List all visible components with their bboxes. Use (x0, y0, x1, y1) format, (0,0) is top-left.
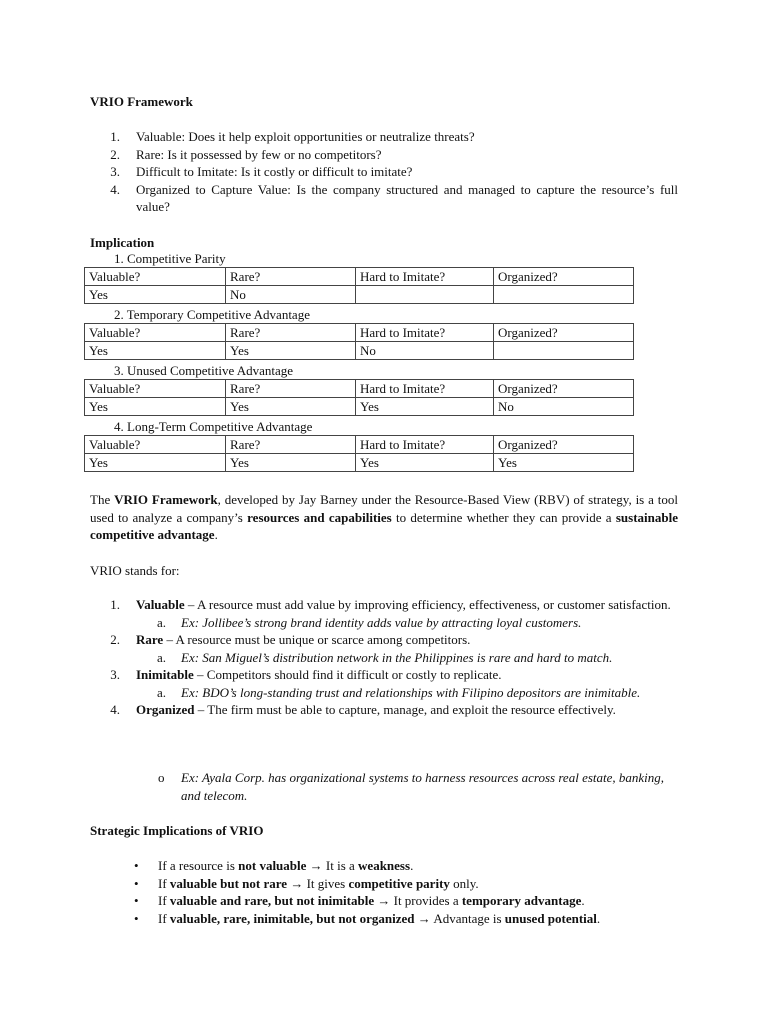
header-cell: Valuable? (85, 380, 226, 398)
strategic-item: • If valuable and rare, but not inimitable → It provides a temporary advantage. (134, 893, 585, 908)
document-title: VRIO Framework (90, 94, 193, 109)
term-desc: – A resource must add value by improving efficiency, effectiveness, or customer satisfaction. (184, 597, 671, 612)
term-example: a. Ex: BDO’s long-standing trust and relationships with Filipino depositors are inimitable. (156, 684, 641, 700)
bullet-icon: • (134, 910, 139, 926)
header-cell: Hard to Imitate? (356, 436, 494, 454)
questions-list (90, 128, 678, 216)
table-header-row (85, 268, 634, 286)
header-cell: Organized? (494, 380, 634, 398)
table-cell: No (356, 342, 494, 360)
circle-bullet-icon: o (158, 770, 165, 785)
arrow-icon: → (290, 875, 304, 891)
intro-paragraph: The VRIO Framework, developed by Jay Barney under the Resource-Based View (RBV) of strategy, is a tool used to analyze a company’s resources and capabilities to determine whether they can provide a sustainable competitive advantage. (90, 492, 678, 542)
bullet-icon: • (134, 893, 139, 908)
table-row (85, 342, 634, 360)
table-header-row (85, 436, 634, 454)
table-cell: Yes (226, 342, 356, 360)
header-cell: Rare? (226, 380, 356, 398)
header-cell: Rare? (226, 324, 356, 342)
table-cell (494, 342, 634, 360)
table-cell: Yes (356, 454, 494, 472)
question-item: 2. Rare: Is it possessed by few or no competitors? (110, 146, 382, 162)
question-item: 3. Difficult to Imitate: Is it costly or difficult to imitate? (110, 164, 413, 179)
strategic-list (90, 857, 678, 927)
header-cell: Organized? (494, 268, 634, 286)
stands-for-label: VRIO stands for: (90, 563, 180, 578)
table-row (85, 398, 634, 416)
term-item-rare: 2. Rare – A resource must be unique or scarce among competitors. a. Ex: San Miguel’s distribution network in the Philippines is rare and hard to match. (90, 631, 678, 666)
arrow-icon: → (417, 910, 431, 926)
term-example: a. Ex: Jollibee’s strong brand identity adds value by attracting loyal customers. (156, 614, 582, 630)
header-cell: Rare? (226, 268, 356, 286)
strategic-item: • If valuable but not rare → It gives competitive parity only. (134, 875, 479, 891)
strategic-title: Strategic Implications of VRIO (90, 823, 264, 838)
header-cell: Organized? (494, 436, 634, 454)
table-cell: Yes (356, 398, 494, 416)
strategic-item: • If valuable, rare, inimitable, but not organized → Advantage is unused potential. (134, 910, 601, 926)
case-label: 3. Unused Competitive Advantage (114, 363, 294, 378)
table-cell: Yes (494, 454, 634, 472)
bold-term: resources and capabilities (247, 509, 392, 525)
arrow-icon: → (377, 893, 391, 908)
term-name: Inimitable (136, 667, 194, 682)
header-cell: Valuable? (85, 268, 226, 286)
table-row (85, 286, 634, 304)
term-desc: – A resource must be unique or scarce among competitors. (163, 632, 471, 647)
table-header-row (85, 380, 634, 398)
bold-term: VRIO Framework (114, 492, 218, 507)
table-cell: Yes (226, 454, 356, 472)
term-item-inimitable: 3. Inimitable – Competitors should find it difficult or costly to replicate. a. Ex: BDO’s long-standing trust and relationships with Filipino depositors are inimitable. (90, 666, 678, 701)
table-cell (494, 286, 634, 304)
table-header-row (85, 324, 634, 342)
bullet-icon: • (134, 875, 139, 891)
case-label: 2. Temporary Competitive Advantage (114, 307, 310, 322)
table-cell: Yes (85, 286, 226, 304)
case-label: 1. Competitive Parity (114, 251, 226, 266)
table-cell: Yes (85, 454, 226, 472)
table-row (85, 454, 634, 472)
table-cell (356, 286, 494, 304)
bullet-icon: • (134, 858, 139, 873)
table-cell: No (494, 398, 634, 416)
implication-title: Implication (90, 235, 155, 250)
bold-term: sustainable competitive advantage (90, 509, 678, 542)
organized-example: o Ex: Ayala Corp. has organizational systems to harness resources across real estate, banking, and telecom. (158, 770, 665, 803)
header-cell: Rare? (226, 436, 356, 454)
term-name: Valuable (136, 597, 185, 612)
question-item: 1. Valuable: Does it help exploit opportunities or neutralize threats? (110, 129, 475, 144)
terms-list (90, 596, 678, 719)
header-cell: Hard to Imitate? (356, 268, 494, 286)
arrow-icon: → (309, 858, 323, 873)
header-cell: Valuable? (85, 436, 226, 454)
header-cell: Organized? (494, 324, 634, 342)
vrio-table-temporary (84, 323, 634, 360)
table-cell: No (226, 286, 356, 304)
question-item: 4. Organized to Capture Value: Is the company structured and managed to capture the resource’s full value? (110, 181, 678, 214)
vrio-table-parity (84, 267, 634, 304)
header-cell: Hard to Imitate? (356, 324, 494, 342)
vrio-table-unused (84, 379, 634, 416)
term-name: Organized (136, 702, 195, 717)
term-desc: – Competitors should find it difficult or costly to replicate. (193, 667, 502, 682)
term-item-valuable: 1. Valuable – A resource must add value by improving efficiency, effectiveness, or customer satisfaction. a. Ex: Jollibee’s strong brand identity adds value by attracting loyal customers. (90, 596, 678, 631)
strategic-item: • If a resource is not valuable → It is a weakness. (134, 858, 414, 873)
table-cell: Yes (85, 342, 226, 360)
header-cell: Hard to Imitate? (356, 380, 494, 398)
term-desc: – The firm must be able to capture, manage, and exploit the resource effectively. (194, 702, 616, 717)
header-cell: Valuable? (85, 324, 226, 342)
term-example: a. Ex: San Miguel’s distribution network in the Philippines is rare and hard to match. (156, 649, 613, 665)
vrio-table-long-term (84, 435, 634, 472)
term-item-organized: 4. Organized – The firm must be able to capture, manage, and exploit the resource effectively. (110, 702, 616, 717)
table-cell: Yes (226, 398, 356, 416)
table-cell: Yes (85, 398, 226, 416)
term-name: Rare (136, 632, 164, 647)
case-label: 4. Long-Term Competitive Advantage (114, 419, 313, 434)
